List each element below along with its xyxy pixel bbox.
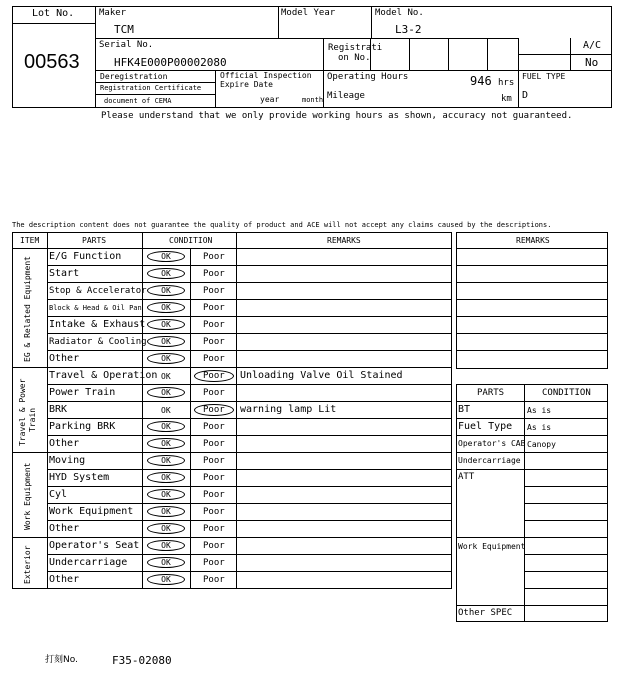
ok-mark: OK: [147, 251, 185, 262]
ok-mark: OK: [147, 319, 185, 330]
part-operators-seat: Operator's Seat: [49, 540, 140, 551]
poor-label: Poor: [203, 320, 225, 330]
fuel-type-label: FUEL TYPE: [522, 72, 566, 81]
part-work-equipment: Work Equipment: [49, 506, 134, 517]
col-condition: CONDITION: [169, 236, 213, 245]
maker-label: Maker: [99, 8, 127, 18]
item-travel-train: Train: [28, 407, 37, 432]
cema-label: document of CEMA: [104, 97, 172, 105]
quality-disclaimer: The description content does not guarantee the quality of product and ACE will not accept any claims caused by the descriptions.: [12, 221, 552, 229]
part-radiator-cooling: Radiator & Cooling: [49, 337, 147, 347]
ok-mark: OK: [147, 387, 185, 398]
registration-label-2: on No.: [338, 53, 371, 63]
ok-mark: OK: [147, 472, 185, 483]
km-unit: km: [501, 94, 512, 104]
hrs-unit: hrs: [498, 78, 515, 88]
right-part-operators-cab: Operator's CAB: [458, 439, 526, 448]
ok-label: OK: [161, 372, 171, 381]
ok-mark: OK: [147, 438, 185, 449]
ok-mark: OK: [147, 506, 185, 517]
ok-mark: OK: [147, 523, 185, 534]
op-hours-label: Operating Hours: [327, 72, 409, 82]
stamp-value: F35-02080: [112, 654, 172, 667]
poor-label: Poor: [203, 473, 225, 483]
item-eg-related: EG & Related Equipment: [23, 256, 32, 362]
item-travel-power: Travel & Power: [18, 378, 27, 446]
ok-mark: OK: [147, 353, 185, 364]
poor-label: Poor: [203, 388, 225, 398]
ok-mark: OK: [147, 574, 185, 585]
part-stop-accelerator: Stop & Accelerator: [49, 286, 147, 296]
part-moving: Moving: [49, 455, 86, 466]
inspection-label-1: Official Inspection: [220, 71, 312, 80]
ok-mark: OK: [147, 455, 185, 466]
deregistration-label: Deregistration: [100, 72, 168, 81]
model-no-value: L3-2: [395, 23, 422, 36]
part-intake-exhaust: Intake & Exhaust: [49, 319, 146, 330]
month-label: month: [302, 96, 324, 104]
model-no-label: Model No.: [375, 8, 424, 18]
part-eg-function: E/G Function: [49, 251, 122, 262]
serial-value: HFK4E000P00002080: [114, 56, 227, 69]
part-work-other: Other: [49, 523, 80, 534]
right-part-att: ATT: [458, 472, 475, 482]
col-remarks: REMARKS: [327, 236, 361, 245]
right-other-spec-label: Other SPEC: [458, 608, 513, 618]
serial-label: Serial No.: [99, 40, 154, 50]
maker-value: TCM: [114, 23, 134, 36]
lot-label: Lot No.: [32, 8, 75, 19]
col-item: ITEM: [20, 236, 40, 245]
right-part-bt: BT: [458, 404, 471, 415]
hours-notice: Please understand that we only provide working hours as shown, accuracy not guaranteed.: [101, 111, 573, 121]
poor-label: Poor: [203, 541, 225, 551]
part-parking-brk: Parking BRK: [49, 421, 116, 432]
col-parts: PARTS: [82, 236, 107, 245]
poor-label: Poor: [203, 575, 225, 585]
ok-mark: OK: [147, 489, 185, 500]
model-year-label: Model Year: [281, 8, 336, 18]
inspection-label-2: Expire Date: [220, 80, 273, 89]
part-block-head: Block & Head & Oil Pan: [49, 304, 142, 312]
right-condition-operators-cab: Canopy: [527, 440, 556, 449]
poor-label: Poor: [203, 456, 225, 466]
part-eg-other: Other: [49, 353, 80, 364]
poor-label: Poor: [203, 422, 225, 432]
poor-label: Poor: [203, 405, 225, 415]
part-exterior-other: Other: [49, 574, 80, 585]
remark-travel-operation: Unloading Valve Oil Stained: [240, 370, 403, 381]
right-part-undercarriage: Undercarriage: [458, 456, 521, 465]
poor-label: Poor: [203, 337, 225, 347]
fuel-type-value: D: [522, 90, 529, 101]
ac-label: A/C: [583, 40, 602, 51]
poor-label: Poor: [203, 269, 225, 279]
item-work-equipment: Work Equipment: [23, 462, 32, 530]
reg-cert-label: Registration Certificate: [100, 84, 202, 92]
right-work-equipment-label: Work Equipment: [458, 542, 526, 551]
poor-label: Poor: [203, 354, 225, 364]
ok-mark: OK: [147, 268, 185, 279]
part-travel-operation: Travel & Operation: [49, 370, 158, 381]
year-label: year: [260, 95, 280, 104]
op-hours-value: 946: [470, 74, 492, 88]
part-undercarriage: Undercarriage: [49, 557, 128, 568]
lot-number: 00563: [24, 51, 80, 73]
right-remarks-header: REMARKS: [516, 236, 550, 245]
poor-label: Poor: [203, 252, 225, 262]
right-condition-fuel-type: As is: [527, 423, 552, 432]
poor-label: Poor: [203, 507, 225, 517]
poor-label: Poor: [203, 286, 225, 296]
poor-label: Poor: [203, 371, 225, 381]
mileage-label: Mileage: [327, 91, 365, 101]
part-hyd-system: HYD System: [49, 472, 110, 483]
right-condition-header: CONDITION: [542, 388, 591, 398]
ok-mark: OK: [147, 336, 185, 347]
poor-label: Poor: [203, 524, 225, 534]
part-cyl: Cyl: [49, 489, 68, 500]
poor-label: Poor: [203, 558, 225, 568]
ac-value: No: [585, 56, 599, 69]
registration-label-1: Registrati: [328, 43, 383, 53]
poor-label: Poor: [203, 490, 225, 500]
right-condition-bt: As is: [527, 406, 552, 415]
poor-label: Poor: [203, 303, 225, 313]
stamp-label: 打刻No.: [45, 655, 78, 665]
ok-mark: OK: [147, 421, 185, 432]
ok-mark: OK: [147, 540, 185, 551]
part-power-train: Power Train: [49, 387, 116, 398]
item-exterior: Exterior: [23, 545, 32, 584]
right-part-fuel-type: Fuel Type: [458, 421, 513, 432]
right-parts-header: PARTS: [477, 388, 505, 398]
part-brk: BRK: [49, 404, 68, 415]
part-start: Start: [49, 268, 80, 279]
ok-mark: OK: [147, 302, 185, 313]
ok-mark: OK: [147, 557, 185, 568]
ok-mark: OK: [147, 285, 185, 296]
remark-brk: warning lamp Lit: [240, 404, 337, 415]
ok-label: OK: [161, 406, 171, 415]
part-travel-other: Other: [49, 438, 80, 449]
poor-label: Poor: [203, 439, 225, 449]
